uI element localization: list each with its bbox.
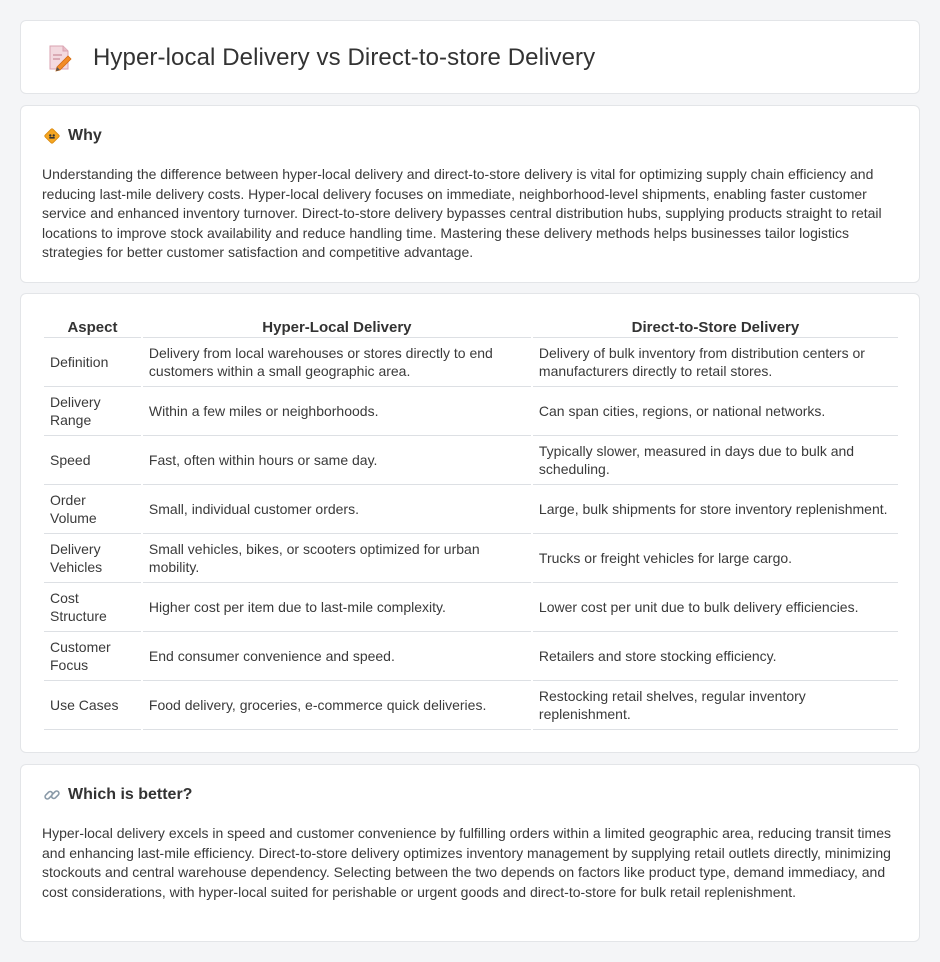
- link-icon: [43, 786, 61, 804]
- aspect-cell: Use Cases: [44, 681, 141, 730]
- hyper-local-cell: Fast, often within hours or same day.: [143, 436, 531, 485]
- why-heading-row: [43, 127, 102, 145]
- comparison-table: [42, 314, 900, 730]
- title-row: [47, 43, 595, 73]
- direct-to-store-cell: Large, bulk shipments for store inventory replenishment.: [533, 485, 898, 534]
- header-hyper-local: Hyper-Local Delivery: [143, 314, 531, 338]
- hyper-local-cell: Food delivery, groceries, e-commerce quick deliveries.: [143, 681, 531, 730]
- aspect-cell: Delivery Vehicles: [44, 534, 141, 583]
- table-row: [44, 632, 898, 681]
- direct-to-store-cell: Typically slower, measured in days due to bulk and scheduling.: [533, 436, 898, 485]
- table-row: [44, 681, 898, 730]
- better-heading-row: [43, 786, 192, 804]
- why-heading: Why: [68, 127, 102, 144]
- better-heading: Which is better?: [68, 786, 193, 803]
- hyper-local-cell: Small, individual customer orders.: [143, 485, 531, 534]
- table-row: [44, 338, 898, 387]
- table-header-row: [44, 314, 898, 338]
- hyper-local-cell: Delivery from local warehouses or stores directly to end customers within a small geographic area.: [143, 338, 531, 387]
- table-row: [44, 485, 898, 534]
- direct-to-store-cell: Retailers and store stocking efficiency.: [533, 632, 898, 681]
- comparison-table-card: [20, 293, 920, 753]
- aspect-cell: Cost Structure: [44, 583, 141, 632]
- header-direct-to-store: Direct-to-Store Delivery: [533, 314, 898, 338]
- why-section: [20, 105, 920, 283]
- hyper-local-cell: Higher cost per item due to last-mile complexity.: [143, 583, 531, 632]
- aspect-cell: Speed: [44, 436, 141, 485]
- which-is-better-section: [20, 764, 920, 942]
- aspect-cell: Customer Focus: [44, 632, 141, 681]
- direct-to-store-cell: Delivery of bulk inventory from distribution centers or manufacturers directly to retail stores.: [533, 338, 898, 387]
- header-aspect: Aspect: [44, 314, 141, 338]
- page-title: Hyper-local Delivery vs Direct-to-store Delivery: [93, 44, 596, 71]
- why-text: Understanding the difference between hyper-local delivery and direct-to-store delivery is vital for optimizing supply chain efficiency and reducing last-mile delivery costs. Hyper-local delivery focuses on immediate, neighborhood-level shipments, enabling faster customer service and enhanced inventory turnover. Direct-to-store delivery bypasses central distribution hubs, supplying products straight to retail locations to improve stock availability and reduce handling time. Mastering these delivery methods helps businesses tailor logistics strategies for better customer satisfaction and competitive advantage.: [42, 166, 882, 261]
- aspect-cell: Order Volume: [44, 485, 141, 534]
- aspect-cell: Definition: [44, 338, 141, 387]
- table-row: [44, 436, 898, 485]
- better-text: Hyper-local delivery excels in speed and customer convenience by fulfilling orders within a limited geographic area, reducing transit times and enhancing last-mile efficiency. Direct-to-store delivery optimizes inventory management by supplying retail outlets directly, minimizing stockouts and central warehouse dependency. Selecting between the two depends on factors like product type, demand immediacy, and cost considerations, with hyper-local suited for perishable or urgent goods and direct-to-store for bulk retail replenishment.: [42, 825, 891, 900]
- direct-to-store-cell: Trucks or freight vehicles for large cargo.: [533, 534, 898, 583]
- table-row: [44, 387, 898, 436]
- aspect-cell: Delivery Range: [44, 387, 141, 436]
- diamond-sign-icon: [43, 127, 61, 145]
- hyper-local-cell: End consumer convenience and speed.: [143, 632, 531, 681]
- document-pencil-icon: [47, 43, 73, 73]
- direct-to-store-cell: Restocking retail shelves, regular inventory replenishment.: [533, 681, 898, 730]
- direct-to-store-cell: Can span cities, regions, or national networks.: [533, 387, 898, 436]
- title-card: [20, 20, 920, 94]
- table-row: [44, 583, 898, 632]
- hyper-local-cell: Within a few miles or neighborhoods.: [143, 387, 531, 436]
- direct-to-store-cell: Lower cost per unit due to bulk delivery efficiencies.: [533, 583, 898, 632]
- table-row: [44, 534, 898, 583]
- hyper-local-cell: Small vehicles, bikes, or scooters optimized for urban mobility.: [143, 534, 531, 583]
